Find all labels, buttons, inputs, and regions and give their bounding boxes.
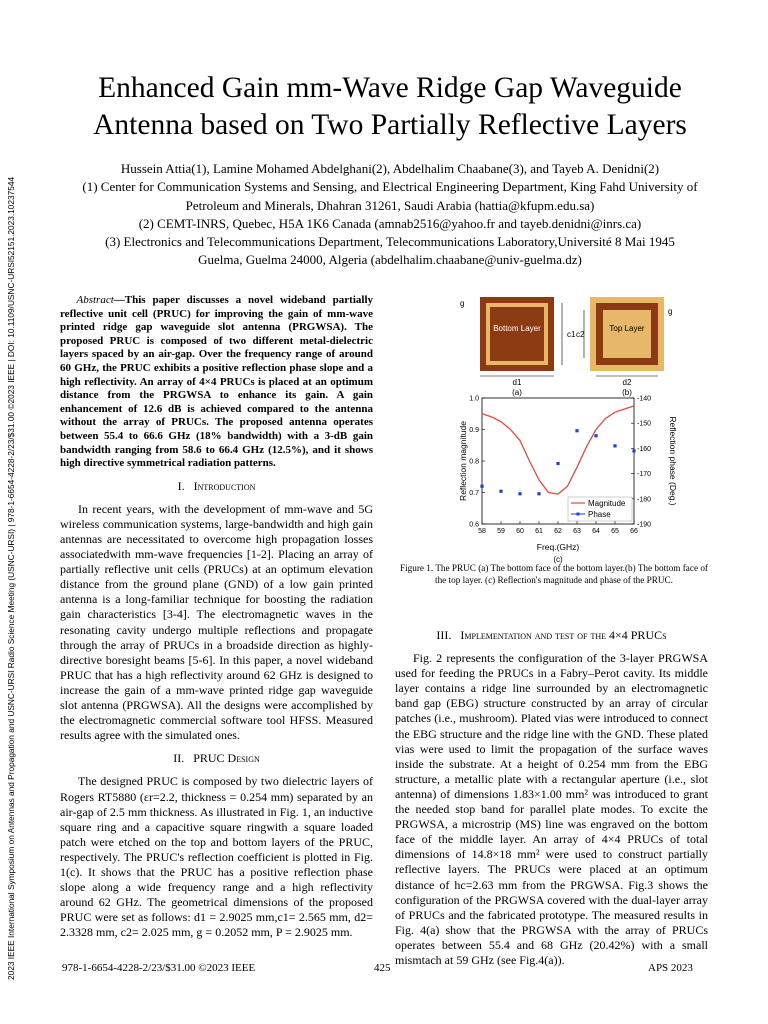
affiliation-1a: (1) Center for Communication Systems and Sensing, and Electrical Engineering Department, King Fahd University of	[82, 179, 698, 195]
g-label-a: g	[460, 299, 465, 308]
y2-tick-label: -190	[637, 521, 652, 529]
figure-1-graphic	[400, 294, 720, 564]
section-2-number: II.	[173, 751, 185, 766]
doi-sidebar	[6, 50, 20, 980]
y2-tick-label: -170	[637, 471, 652, 479]
top-inner	[603, 310, 651, 358]
phase-point	[632, 449, 635, 452]
y2-axis-label: Reflection phase (Deg.)	[668, 416, 678, 506]
x-axis-label: Freq.(GHz)	[536, 542, 580, 552]
footer-conference: APS 2023	[648, 962, 693, 974]
x-tick-label: 59	[497, 528, 505, 535]
phase-point	[613, 444, 616, 447]
phase-point	[594, 434, 597, 437]
y-tick-label: 0.9	[469, 427, 479, 434]
footer-isbn: 978-1-6654-4228-2/23/$31.00 ©2023 IEEE	[62, 962, 256, 974]
section-3-number: III.	[436, 628, 452, 642]
title-line-1: Enhanced Gain mm-Wave Ridge Gap Waveguide	[98, 72, 682, 104]
abstract-body: —This paper discusses a novel wideband partially reflective unit cell (PRUC) for improving the gain of mm-wave printed ridge gap waveguide slot antenna (PRGWSA). The proposed PRUC is composed of two different metal-dielectric layers spaced by an air-gap. Over the frequency range of around 60 GHz, the PRUC exhibits a positive reflection phase slope and a high reflectivity. An array of 4×4 PRUCs is placed at an optimum distance from the PRGWSA to enhance its gain. A gain enhancement of 12.6 dB is achieved compared to the antenna without the array of PRUCs. The proposed antenna operates between 55.4 to 66.6 GHz (18% bandwidth) with a 3-dB gain bandwidth ranging from 58.6 to 66.4 GHz (12.5%), and it shows high directive symmetrical radiation patterns.	[60, 294, 373, 470]
phase-point	[556, 462, 559, 465]
implementation-paragraph: Fig. 2 represents the configuration of the 3-layer PRGWSA used for feeding the PRUCs in a Fabry–Perot cavity. Its middle layer contains a ridge line surrounded by an electromagnetic band gap (EBG) structure constructed by an array of circular patches (i.e., mushroom). Plated vias were introduced to connect the EBG structure and the ridge line with the GND. These plated vias were used to limit the propagation of the surface waves inside the substrate. At a height of 0.254 mm from the EBG structure, a metallic plate with a rectangular aperture (i.e., slot antenna) of dimensions 1.83×1.00 mm² was introduced to grant the needed stop band for parallel plate modes. To excite the PRGWSA, a microstrip (MS) line was engraved on the bottom face of the middle layer. An array of 4×4 PRUCs of total dimensions of 14.8×18 mm² were used to construct partially reflective layers. The PRUCs were placed at an optimum distance of hc=2.63 mm from the PRGWSA. Fig.3 shows the configuration of the PRGWSA covered with the dual-layer array of PRUCs and the fabricated prototype. The measured results in Fig. 4(a) show that the PRGWSA with the array of PRUCs operates between 55.4 and 68 GHz (20.42%) with a small mismtach at 59 GHz (see Fig.4(a)).	[395, 651, 708, 967]
x-tick-label: 60	[516, 528, 524, 535]
y2-tick-label: -140	[637, 395, 652, 403]
y-axis-label: Reflection magnitude	[458, 421, 468, 501]
y-tick-label: 0.6	[469, 521, 479, 529]
c1-label: c1	[567, 330, 576, 339]
phase-point	[480, 485, 483, 488]
figure-1	[400, 294, 720, 594]
phase-point	[537, 492, 540, 495]
y-tick-label: 0.7	[469, 490, 479, 497]
phase-point	[499, 490, 502, 493]
label-a: (a)	[512, 388, 522, 397]
bottom-patch	[490, 307, 544, 361]
section-1-title: Introduction	[193, 478, 256, 493]
section-1-heading	[60, 479, 373, 494]
label-b: (b)	[622, 388, 632, 397]
section-3-title: Implementation and test of the 4×4 PRUCs	[460, 628, 667, 642]
magnitude-line	[482, 406, 634, 494]
abstract	[60, 294, 373, 471]
label-c: (c)	[553, 555, 563, 564]
section-3-heading	[395, 628, 708, 643]
page-number: 425	[374, 962, 391, 974]
y2-tick-label: -160	[637, 445, 652, 453]
bottom-layer-label: Bottom Layer	[493, 324, 541, 333]
right-column	[395, 628, 708, 968]
legend-phase-swatch	[577, 513, 580, 516]
title-line-2: Antenna based on Two Partially Reflective Layers	[93, 109, 687, 141]
y2-tick-label: -150	[637, 420, 652, 428]
y-tick-label: 0.8	[469, 458, 479, 466]
figure-1-caption: Figure 1. The PRUC (a) The bottom face of the bottom layer.(b) The bottom face of the top layer. (c) Reflection's magnitude and phase of the PRUC.	[400, 563, 708, 585]
x-tick-label: 66	[630, 528, 638, 535]
chart-legend	[568, 497, 632, 521]
x-tick-label: 63	[573, 528, 581, 535]
x-tick-label: 58	[478, 528, 486, 535]
section-2-heading	[60, 751, 373, 766]
x-tick-label: 65	[611, 528, 619, 535]
top-layer-cell	[576, 297, 672, 397]
intro-paragraph: In recent years, with the development of mm-wave and 5G wireless communication systems, large-bandwidth and high gain antennas are necessitated to overcome high propagation losses associatedwith mm-wave frequencies [1-2]. Placing an array of partially reflective unit cells (PRUCs) at an optimum elevation distance from the ground plane (GND) of a low gain printed antenna is a long-familiar technique for boosting the radiation gain characteristics [3-4]. The electromagnetic waves in the resonating cavity undergo multiple reflections and propagate through the array of PRUCs in a broadside direction as highly-directive boresight beams [5-6]. In this paper, a novel wideband PRUC that has a high reflectivity around 62 GHz is designed to increase the gain of a mm-wave printed ridge gap waveguide slot antenna (PRGWSA). All the designs were accomplished by the electromagnetic commercial software tool HFSS. Measured results agree with the simulated ones.	[60, 501, 373, 743]
y2-tick-label: -180	[637, 496, 652, 504]
y-tick-label: 1.0	[469, 395, 479, 403]
sidebar-text: 2023 IEEE International Symposium on Antennas and Propagation and USNC-URSI Radio Science Meeting (USNC-URSI) | 978-1-6654-4228-2/23/$31.00 ©2023 IEEE | DOI: 10.1109/USNC-URSI52151.2023.10237544	[6, 176, 16, 980]
bottom-layer-cell	[460, 297, 576, 397]
affiliation-2: (2) CEMT-INRS, Quebec, H5A 1K6 Canada (amnab2516@yahoo.fr and tayeb.denidni@inrs.ca)	[138, 215, 642, 231]
d2-label: d2	[622, 378, 632, 387]
phase-point	[575, 429, 578, 432]
affiliation-3a: (3) Electronics and Telecommunications Department, Telecommunications Laboratory,Université 8 Mai 1945	[105, 234, 675, 250]
x-tick-label: 64	[592, 528, 600, 535]
section-2-title: PRUC Design	[193, 751, 260, 766]
top-layer-label: Top Layer	[609, 324, 645, 333]
phase-point	[518, 492, 521, 495]
affiliation-3b: Guelma, Guelma 24000, Algeria (abdelhalim.chaabane@univ-guelma.dz)	[198, 252, 582, 268]
d1-label: d1	[512, 378, 522, 387]
paper-title	[40, 70, 740, 144]
author-block	[40, 160, 740, 270]
legend-magnitude: Magnitude	[588, 499, 626, 508]
x-tick-label: 61	[535, 528, 543, 535]
g-label-b: g	[668, 307, 673, 316]
c2-label: c2	[576, 330, 585, 339]
authors: Hussein Attia(1), Lamine Mohamed Abdelghani(2), Abdelhalim Chaabane(3), and Tayeb A. Denidni(2)	[120, 161, 660, 176]
reflection-chart	[458, 396, 678, 565]
legend-phase: Phase	[588, 510, 611, 519]
pruc-design-paragraph: The designed PRUC is composed by two dielectric layers of Rogers RT5880 (εr=2.2, thickness = 0.254 mm) separated by an air-gap of 2.5 mm thickness. As illustrated in Fig. 1, an inductive square ring and a capacitive square ringwith a square loaded patch were etched on the top and bottom layers of the PRUC, respectively. The PRUC's reflection coefficient is plotted in Fig. 1(c). It shows that the PRUC has a positive reflection phase slope along a wide frequency range and a high reflectivity around 62 GHz. The geometrical dimensions of the proposed PRUC were set as follows: d1 = 2.9025 mm,c1= 2.565 mm, d2= 2.3328 mm, c2= 2.025 mm, g = 0.2052 mm, P = 2.9025 mm.	[60, 774, 373, 940]
x-tick-label: 62	[554, 528, 562, 535]
affiliation-1b: Petroleum and Minerals, Dhahran 31261, Saudi Arabia (hattia@kfupm.edu.sa)	[185, 197, 595, 213]
abstract-label: Abstract	[76, 294, 114, 306]
section-1-number: I.	[177, 478, 185, 493]
left-column	[60, 294, 373, 940]
